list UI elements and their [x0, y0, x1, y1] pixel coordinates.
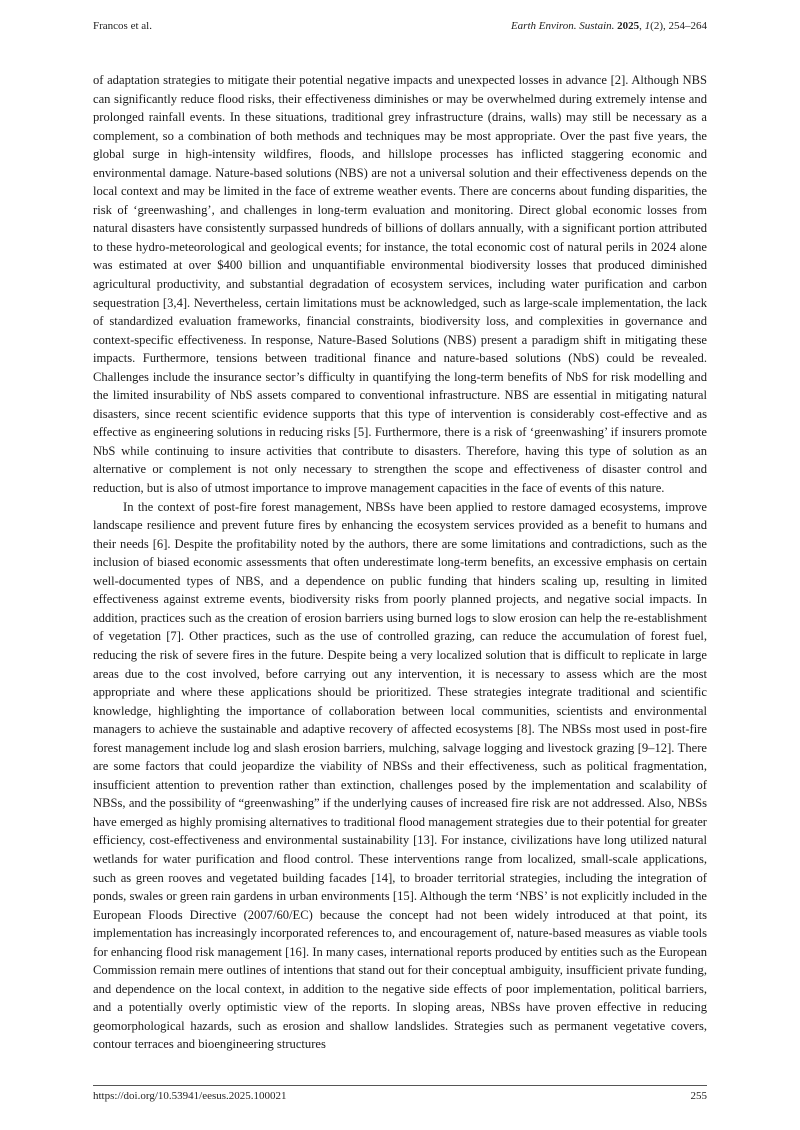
- header-volume: 1: [644, 20, 651, 32]
- header-issue-pages: (2), 254–264: [650, 20, 707, 32]
- header-authors: Francos et al.: [93, 20, 152, 32]
- footer-divider: [93, 1085, 707, 1086]
- header-citation: Earth Environ. Sustain. 2025, 1(2), 254–264: [510, 20, 707, 32]
- article-body: [93, 71, 707, 1054]
- header-year: 2025: [617, 20, 640, 32]
- running-footer: [93, 1090, 707, 1104]
- running-header: [93, 20, 707, 36]
- page-number: 255: [690, 1090, 707, 1102]
- footer-doi-link[interactable]: https://doi.org/10.53941/eesus.2025.100021: [93, 1090, 287, 1102]
- body-paragraph-1: of adaptation strategies to mitigate their potential negative impacts and unexpected losses in advance [2]. Although NBS can significantly reduce flood risks, their effectiveness diminishes or may be overwhelmed during extremely intense and prolonged rainfall events. In these situations, traditional grey infrastructure (drains, walls) may still be necessary as a complement, so a combination of both methods and techniques may be most appropriate. Over the past five years, the global surge in high-intensity wildfires, floods, and hillslope processes has inflicted staggering economic and environmental damage. Nature-based solutions (NBS) are not a universal solution and their effectiveness depends on the local context and may be limited in the face of extreme weather events. There are concerns about funding disparities, the risk of ‘greenwashing’, and challenges in long-term evaluation and monitoring. Direct global economic losses from natural disasters have consistently surpassed hundreds of billions of dollars annually, with a significant portion attributed to these hydro-meteorological and geological events; for instance, the total economic cost of natural perils in 2024 alone was estimated at over $400 billion and unquantifiable environmental biodiversity losses that produced diminished agricultural productivity, and substantial degradation of ecosystem services, including water purification and carbon sequestration [3,4]. Nevertheless, certain limitations must be acknowledged, such as large-scale implementation, the lack of standardized evaluation frameworks, financial constraints, biodiversity loss, and complexities in governance and context-specific effectiveness. In response, Nature-Based Solutions (NBS) present a paradigm shift in mitigating these impacts. Furthermore, tensions between traditional finance and nature-based solutions (NbS) could be revealed. Challenges include the insurance sector’s difficulty in quantifying the long-term benefits of NbS for risk modelling and the limited insurability of NbS assets compared to conventional infrastructure. NBS are essential in mitigating natural disasters, since recent scientific evidence supports that this type of intervention is considerably cost-effective and as effective as engineering solutions in reducing risks [5]. Furthermore, there is a risk of ‘greenwashing’ if insurers promote NbS while continuing to insure activities that contribute to disasters. Therefore, having this type of solution as an alternative or complement is not only necessary to strengthen the scope and effectiveness of disaster control and reduction, but is also of utmost importance to improve management capacities in the face of events of this nature.: [93, 73, 707, 496]
- header-journal: Earth Environ. Sustain.: [510, 20, 615, 32]
- body-paragraph-2: In the context of post-fire forest management, NBSs have been applied to restore damaged ecosystems, improve landscape resilience and prevent future fires by enhancing the ecosystem services provided as a benefit to humans and their needs [6]. Despite the profitability noted by the authors, there are some limitations and contradictions, such as the inclusion of biased economic assessments that often underestimate long-term benefits, an excessive emphasis on certain well-documented types of NBS, and a dependence on public funding that hinders scaling up, resulting in limited effectiveness against extreme events, biodiversity risks from poorly planned projects, and negative social impacts. In addition, practices such as the creation of erosion barriers using burned logs to slow erosion can help the re-establishment of vegetation [7]. Other practices, such as the use of controlled grazing, can reduce the accumulation of forest fuel, reducing the risk of severe fires in the future. Despite being a very localized solution that is difficult to replicate in large areas due to the cost involved, before carrying out any intervention, it is necessary to assess which are the most appropriate and where these applications should be prioritized. These strategies integrate traditional and scientific knowledge, highlighting the importance of collaboration between local communities, scientists and environmental managers to achieve the sustainable and adaptive recovery of affected ecosystems [8]. The NBSs most used in post-fire forest management include log and slash erosion barriers, mulching, salvage logging and livestock grazing [9–12]. There are some factors that could jeopardize the viability of NBSs and their effectiveness, such as political fragmentation, insufficient attention to prevention rather than extinction, challenges posed by the implementation and scalability of NBSs, and the possibility of “greenwashing” if the underlying causes of increased fire risk are not addressed. Also, NBSs have emerged as highly promising alternatives to traditional flood management strategies due to their potential for greater efficiency, cost-effectiveness and environmental sustainability [13]. For instance, civilizations have long utilized natural wetlands for water purification and flood control. These interventions range from localized, small-scale applications, such as green rooves and vegetated building facades [14], to broader territorial strategies, including the integration of ponds, swales or green rain gardens in urban environments [15]. Although the term ‘NBS’ is not explicitly included in the European Floods Directive (2007/60/EC) because the concept had not been widely introduced at that point, its implementation has increasingly incorporated references to, and encouragement of, nature-based measures as viable tools for enhancing flood risk management [16]. In many cases, international reports produced by entities such as the European Commission remain mere outlines of intentions that stand out for their conceptual ambiguity, insufficient private funding, and dependence on the local context, in addition to the negative side effects of poor implementation, political barriers, and a potentially overly optimistic view of the reports. In sloping areas, NBSs have proven effective in reducing geomorphological hazards, such as erosion and shallow landslides. Strategies such as permanent vegetative covers, contour terraces and bioengineering structures: [93, 499, 707, 1052]
